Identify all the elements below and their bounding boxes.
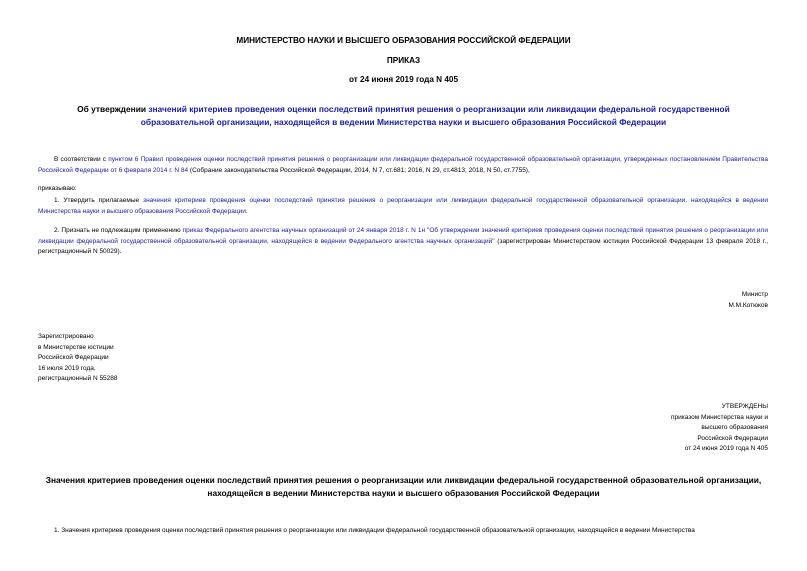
ministry-heading: МИНИСТЕРСТВО НАУКИ И ВЫСШЕГО ОБРАЗОВАНИЯ РОССИЙСКОЙ ФЕДЕРАЦИИ [236, 36, 571, 45]
registration-line: 16 июля 2019 года, [38, 364, 96, 372]
doc-type-heading: ПРИКАЗ [386, 56, 421, 65]
order-word: приказываю: [38, 185, 77, 192]
registration-line: Зарегистрировано [38, 333, 94, 340]
order-title-link[interactable]: значений критериев проведения оценки последствий принятия решения о реорганизации или ликвидации федеральной государственной образовательной организации, находящейся в ведении Министерства науки и высшего образования Российской Федерации [140, 104, 730, 127]
item-2-text-end: (зарегистрирован Министерством юстиции Российской Федерации 13 февраля 2018 г., регистрационный N 50029). [38, 237, 768, 255]
order-title [40, 103, 767, 128]
signature-name: М.М.Котюков [728, 301, 768, 309]
approved-title: УТВЕРЖДЕНЫ [721, 403, 768, 410]
item-2-link[interactable]: приказ Федерального агентства научных организаций от 24 января 2018 г. N 1н "Об утверждении значений критериев проведения оценки последствий принятия решения о реорганизации или ликвидации федеральной государственной образовательной организации, находящейся в ведении Федерального агентства научных организаций" [38, 227, 768, 245]
preamble-text-start: В соответствии с [54, 156, 109, 163]
item-1-text-start: 1. Утвердить прилагаемые [54, 197, 144, 204]
item-1-text-end: . [245, 207, 248, 215]
registration-line: регистрационный N 55288 [38, 375, 118, 382]
preamble-link[interactable]: пунктом 6 Правил проведения оценки последствий принятия решения о реорганизации или ликвидации федеральной государственной образовательной организации, утвержденных постановлением Правительства Российской Федерации от 6 февраля 2014 г. N 84 [38, 156, 769, 174]
item-2-text-start: 2. Признать не подлежащим применению [54, 227, 183, 234]
registration-line: Российской Федерации [38, 354, 109, 361]
approved-block [671, 402, 768, 455]
registration-line: в Министерстве юстиции [38, 343, 114, 351]
signature-block [728, 290, 768, 311]
final-paragraph: 1. Значения критериев проведения оценки последствий принятия решения о реорганизации или ликвидации федеральной государственной образовательной организации, находящейся в ведении Министерства [54, 527, 695, 534]
approved-line: высшего образования [701, 424, 768, 431]
order-date-number: от 24 июня 2019 года N 405 [348, 75, 459, 84]
item-1-paragraph [38, 196, 768, 217]
signature-role: Министр [741, 291, 768, 298]
preamble-text-end: (Собрание законодательства Российской Федерации, 2014, N 7, ст.681; 2016, N 29, ст.4813; 2018, N 50, ст.7755), [188, 166, 530, 174]
approved-line: Российской Федерации [697, 434, 768, 442]
registration-block [38, 332, 118, 385]
preamble-paragraph [38, 155, 768, 176]
approved-line: приказом Министерства науки и [670, 413, 768, 421]
item-1-link[interactable]: значения критериев проведения оценки последствий принятия решения о реорганизации или ликвидации федеральной государственной образовательной организации, находящейся в ведении Министерства науки и высшего образования Российской Федерации [38, 197, 768, 215]
approved-line: от 24 июня 2019 года N 405 [684, 445, 768, 452]
section-title: Значения критериев проведения оценки последствий принятия решения о реорганизации или ликвидации федеральной государственной образовательной организации, находящейся в ведении Министерства науки и высшего образования Российской Федерации [45, 475, 762, 498]
item-2-paragraph [38, 226, 768, 258]
order-title-prefix: Об утверждении [77, 104, 149, 114]
